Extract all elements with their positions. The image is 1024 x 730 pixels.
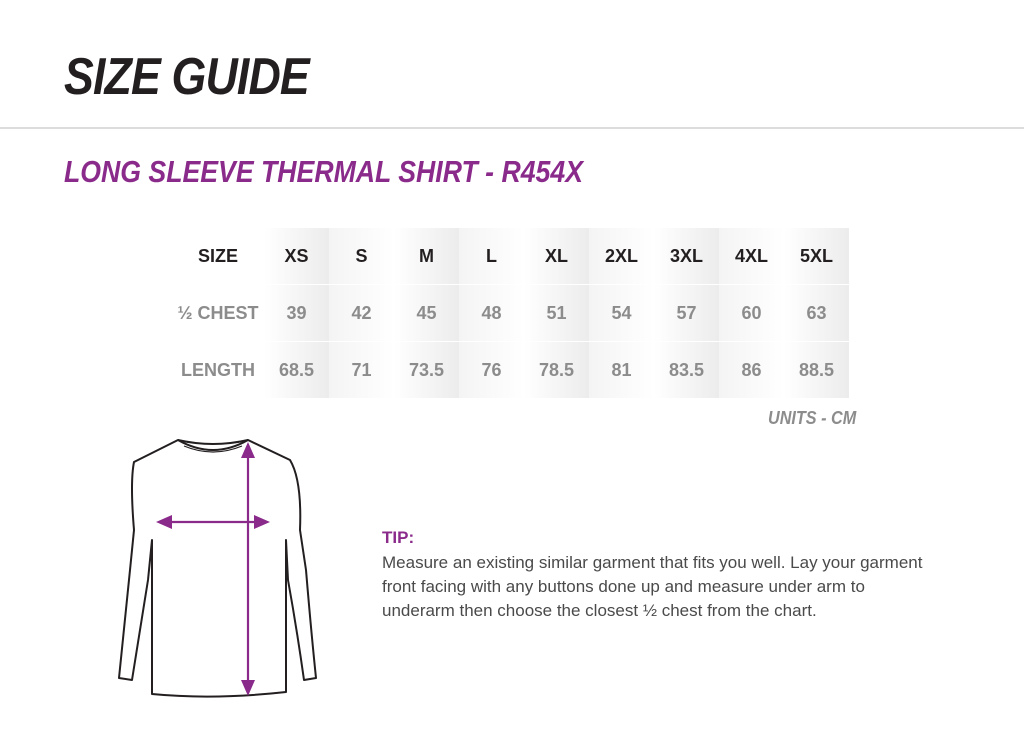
size-header-cell: L	[459, 228, 524, 285]
length-cell: 71	[329, 342, 394, 399]
chest-cell: 45	[394, 285, 459, 342]
length-cell: 73.5	[394, 342, 459, 399]
chest-cell: 63	[784, 285, 849, 342]
units-label: UNITS - CM	[768, 408, 857, 428]
chest-cell: 48	[459, 285, 524, 342]
shirt-outline	[119, 440, 316, 697]
length-cell: 68.5	[264, 342, 329, 399]
size-header-cell: 5XL	[784, 228, 849, 285]
tip-label: TIP:	[382, 528, 415, 547]
chest-cell: 42	[329, 285, 394, 342]
length-cell: 88.5	[784, 342, 849, 399]
length-row-label: LENGTH	[172, 342, 264, 399]
chest-arrow-left	[156, 515, 172, 529]
length-cell: 78.5	[524, 342, 589, 399]
chest-cell: 57	[654, 285, 719, 342]
size-header-cell: 4XL	[719, 228, 784, 285]
length-cell: 83.5	[654, 342, 719, 399]
chest-row	[172, 285, 849, 342]
length-cell: 81	[589, 342, 654, 399]
length-arrow-bottom	[241, 680, 255, 696]
length-cell: 76	[459, 342, 524, 399]
size-chart-table	[172, 228, 849, 398]
tip-block	[382, 527, 942, 623]
product-title: LONG SLEEVE THERMAL SHIRT - R454X	[64, 154, 583, 189]
tip-text: Measure an existing similar garment that fits you well. Lay your garment front facing with any buttons done up and measure under arm to underarm then choose the closest ½ chest from the chart.	[382, 553, 923, 620]
chest-cell: 60	[719, 285, 784, 342]
size-header-row	[172, 228, 849, 285]
size-header-cell: S	[329, 228, 394, 285]
chest-arrow-right	[254, 515, 270, 529]
size-header-cell: 2XL	[589, 228, 654, 285]
size-header-cell: XL	[524, 228, 589, 285]
chest-cell: 54	[589, 285, 654, 342]
page-title: SIZE GUIDE	[64, 48, 309, 106]
length-row	[172, 342, 849, 399]
size-header-cell: 3XL	[654, 228, 719, 285]
size-header-cell: M	[394, 228, 459, 285]
size-header-label: SIZE	[197, 245, 238, 266]
chest-row-label: ½ CHEST	[172, 285, 264, 342]
size-header-cell: XS	[264, 228, 329, 285]
length-arrow-top	[241, 442, 255, 458]
chest-cell: 51	[524, 285, 589, 342]
title-divider	[0, 127, 1024, 129]
long-sleeve-shirt-diagram	[100, 430, 330, 710]
chest-cell: 39	[264, 285, 329, 342]
length-cell: 86	[719, 342, 784, 399]
